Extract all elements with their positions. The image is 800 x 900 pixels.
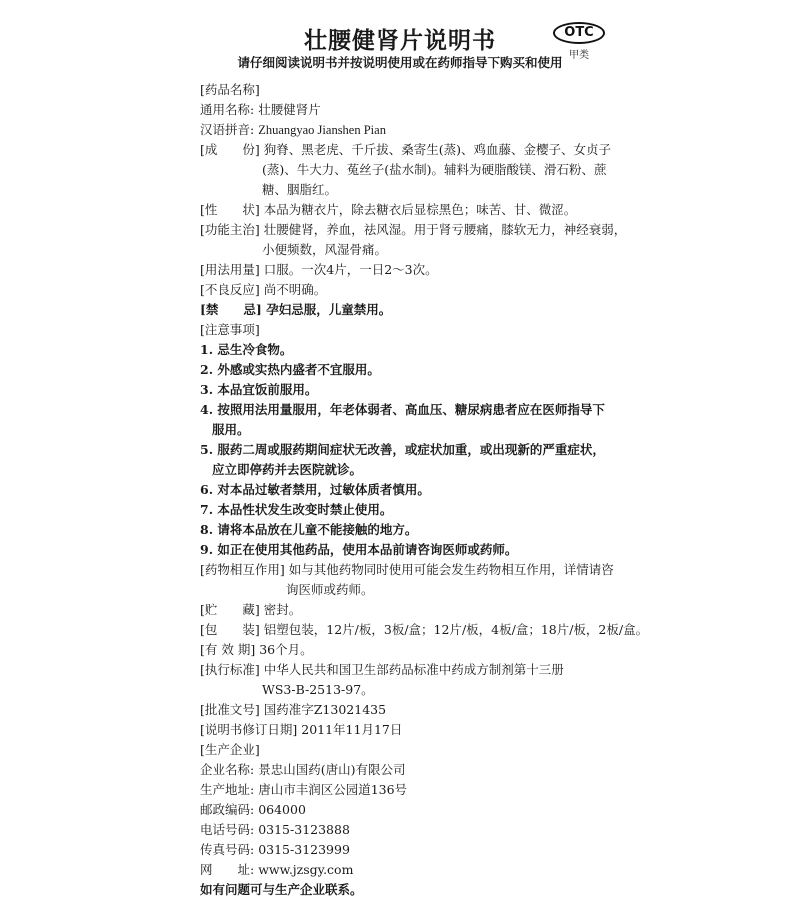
note-item: 2. 外感或实热内盛者不宜服用。: [200, 362, 380, 377]
address-label: 生产地址:: [200, 782, 255, 797]
note-item: 6. 对本品过敏者禁用，过敏体质者慎用。: [200, 482, 430, 497]
revision-label: [说明书修订日期]: [200, 722, 298, 737]
notes-label: [注意事项]: [200, 322, 260, 337]
address: 唐山市丰润区公园道136号: [258, 782, 408, 797]
note-item: 9. 如正在使用其他药品，使用本品前请咨询医师或药师。: [200, 542, 518, 557]
usage: 口服。一次4片，一日2～3次。: [263, 262, 438, 277]
note-item: 7. 本品性状发生改变时禁止使用。: [200, 502, 393, 517]
contra: 孕妇忌服，儿童禁用。: [266, 302, 392, 317]
footer-note: 如有问题可与生产企业联系。: [200, 882, 363, 897]
note-item: 1. 忌生冷食物。: [200, 342, 293, 357]
usage-label: [用法用量]: [200, 262, 260, 277]
validity-label: [有 效 期]: [200, 642, 256, 657]
pinyin: Zhuangyao Jianshen Pian: [258, 123, 386, 137]
note-item: 5. 服药二周或服药期间症状无改善，或症状加重，或出现新的严重症状，: [200, 442, 605, 457]
package-label: [包 装]: [200, 622, 260, 637]
web-label: 网 址:: [200, 862, 255, 877]
approval-label: [批准文号]: [200, 702, 260, 717]
otc-badge: [553, 22, 605, 61]
document-subtitle: 请仔细阅读说明书并按说明使用或在药师指导下购买和使用: [237, 55, 563, 70]
postal: 064000: [258, 802, 306, 817]
note-item-cont: 服用。: [212, 422, 250, 437]
interaction-2: 询医师或药师。: [286, 582, 374, 597]
interaction-1: 如与其他药物同时使用可能会发生药物相互作用，详情请咨: [288, 562, 614, 577]
fax-label: 传真号码:: [200, 842, 255, 857]
postal-label: 邮政编码:: [200, 802, 255, 817]
function-1: 壮腰健肾，养血，祛风湿。用于肾亏腰痛，膝软无力，神经衰弱，: [263, 222, 627, 237]
leaflet-body: [200, 80, 649, 900]
storage-label: [贮 藏]: [200, 602, 260, 617]
function-label: [功能主治]: [200, 222, 260, 237]
storage: 密封。: [263, 602, 302, 617]
ingredients-2: (蒸)、牛大力、菟丝子(盐水制)。辅料为硬脂酸镁、滑石粉、蔗: [262, 162, 607, 177]
function-2: 小便频数，风湿骨痛。: [262, 242, 388, 257]
adverse-label: [不良反应]: [200, 282, 260, 297]
pinyin-label: 汉语拼音:: [200, 122, 255, 137]
common-name-label: 通用名称:: [200, 102, 255, 117]
package: 铝塑包装，12片/板，3板/盒；12片/板，4板/盒；18片/板，2板/盒。: [263, 622, 649, 637]
contra-label: [禁 忌]: [200, 302, 262, 317]
standard-2: WS3-B-2513-97。: [262, 682, 374, 697]
maker-label: [生产企业]: [200, 742, 260, 757]
standard-1: 中华人民共和国卫生部药品标准中药成方制剂第十三册: [263, 662, 564, 677]
validity: 36个月。: [259, 642, 313, 657]
ingredients-1: 狗脊、黑老虎、千斤拔、桑寄生(蒸)、鸡血藤、金樱子、女贞子: [263, 142, 612, 157]
note-item-cont: 应立即停药并去医院就诊。: [212, 462, 363, 477]
section-drug-name: [药品名称]: [200, 82, 260, 97]
phone: 0315-3123888: [258, 822, 350, 837]
phone-label: 电话号码:: [200, 822, 255, 837]
revision: 2011年11月17日: [301, 722, 403, 737]
traits-label: [性 状]: [200, 202, 260, 217]
note-item: 4. 按照用法用量服用，年老体弱者、高血压、糖尿病患者应在医师指导下: [200, 402, 605, 417]
note-item: 8. 请将本品放在儿童不能接触的地方。: [200, 522, 418, 537]
adverse: 尚不明确。: [263, 282, 327, 297]
otc-label: OTC: [553, 22, 605, 44]
ingredients-label: [成 份]: [200, 142, 260, 157]
company-label: 企业名称:: [200, 762, 255, 777]
interaction-label: [药物相互作用]: [200, 562, 285, 577]
website: www.jzsgy.com: [258, 862, 354, 877]
company: 景忠山国药(唐山)有限公司: [258, 762, 406, 777]
otc-class: 甲类: [569, 50, 589, 61]
fax: 0315-3123999: [258, 842, 350, 857]
ingredients-3: 糖、胭脂红。: [262, 182, 338, 197]
document-title: 壮腰健肾片说明书: [304, 27, 496, 54]
note-item: 3. 本品宜饭前服用。: [200, 382, 318, 397]
common-name: 壮腰健肾片: [258, 102, 321, 117]
standard-label: [执行标准]: [200, 662, 260, 677]
approval: 国药准字Z13021435: [263, 702, 387, 717]
traits: 本品为糖衣片，除去糖衣后显棕黑色；味苦、甘、微涩。: [263, 202, 577, 217]
